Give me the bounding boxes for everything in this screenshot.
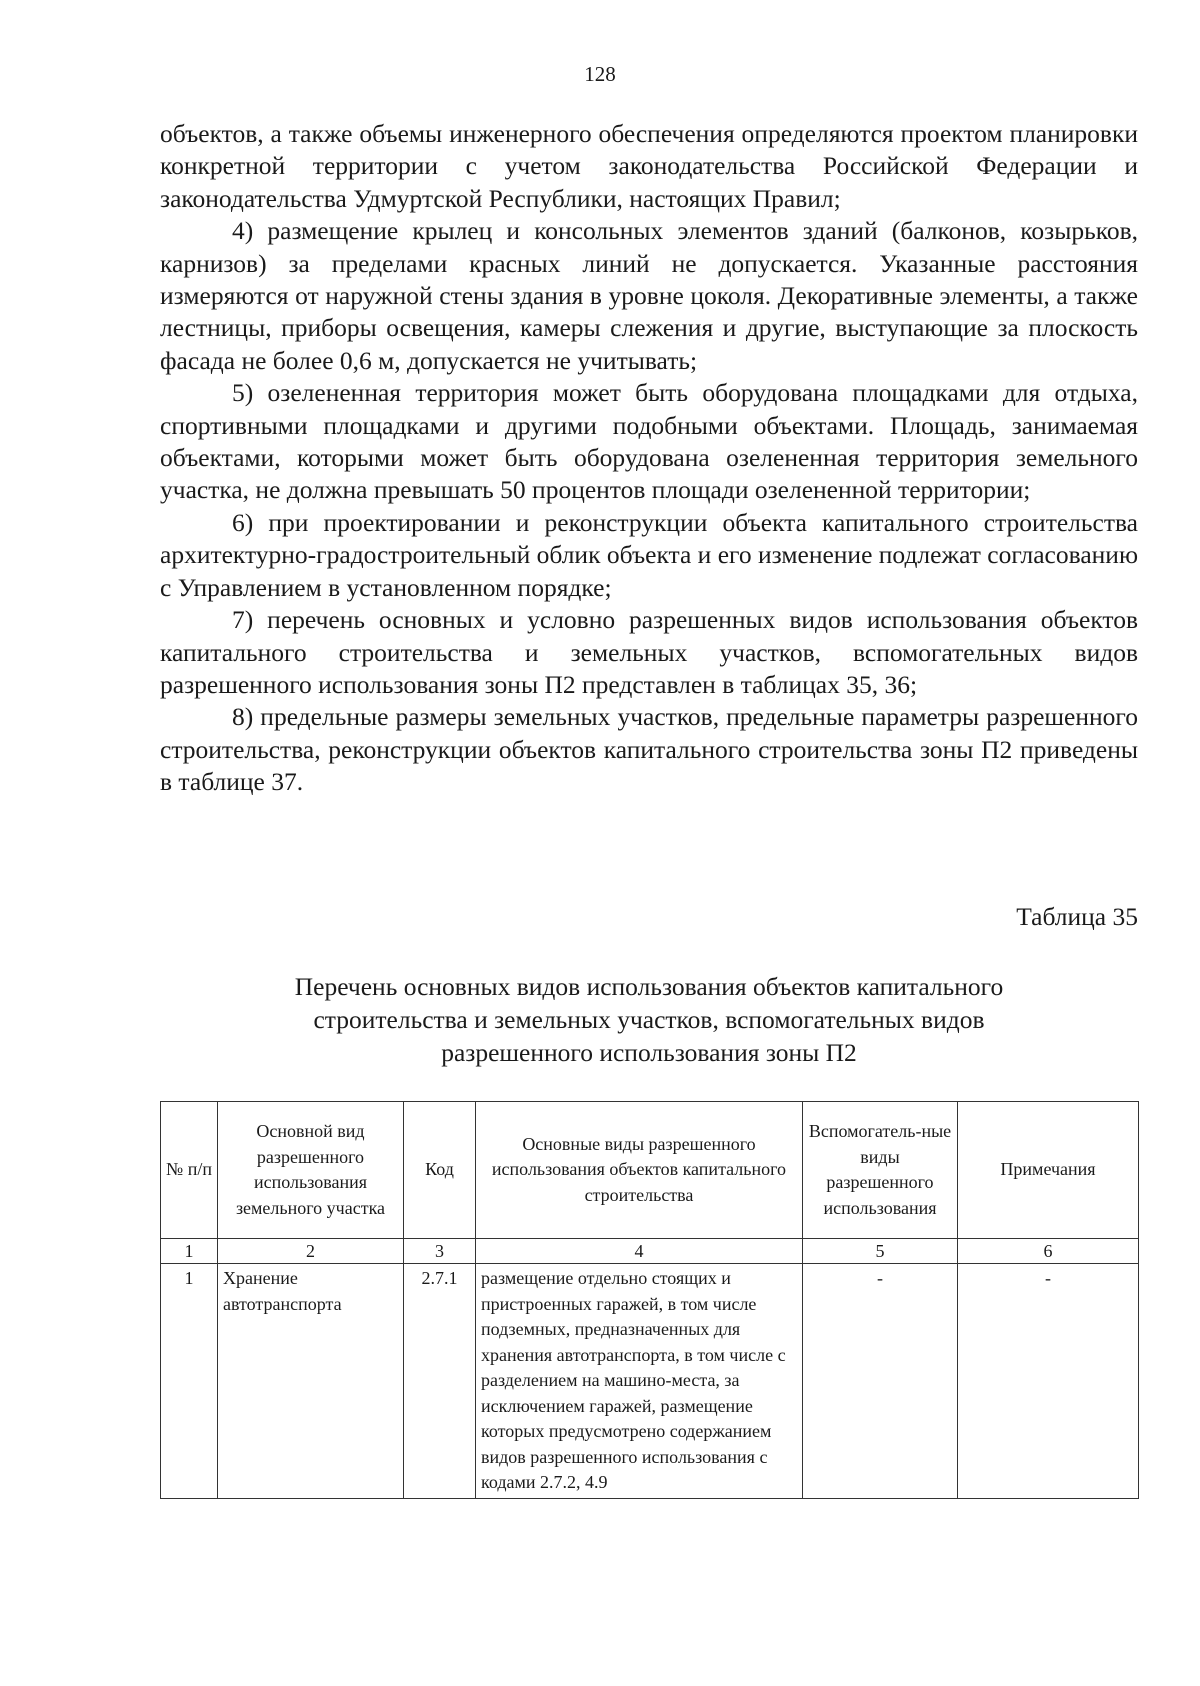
row-land-use: Хранение автотранспорта bbox=[218, 1264, 404, 1499]
row-code: 2.7.1 bbox=[404, 1264, 476, 1499]
header-land-use: Основной вид разрешенного использования земельного участка bbox=[218, 1102, 404, 1239]
body-text bbox=[160, 118, 1138, 799]
column-number: 1 bbox=[161, 1239, 218, 1264]
header-notes: Примечания bbox=[958, 1102, 1139, 1239]
uses-table bbox=[160, 1101, 1139, 1499]
table-title bbox=[160, 970, 1138, 1069]
table-title-line: строительства и земельных участков, вспомогательных видов bbox=[313, 1005, 985, 1034]
paragraph-continuation: объектов, а также объемы инженерного обеспечения определяются проектом планировки конкретной территории с учетом законодательства Российской Федерации и законодательства Удмуртской Республики, настоящих Правил; bbox=[160, 119, 1138, 213]
header-main-uses: Основные виды разрешенного использования объектов капитального строительства bbox=[476, 1102, 803, 1239]
paragraph-item-4: 4) размещение крылец и консольных элементов зданий (балконов, козырьков, карнизов) за пределами красных линий не допускается. Указанные расстояния измеряются от наружной стены здания в уровне цоколя. Декоративные элементы, а также лестницы, приборы освещения, камеры слежения и другие, выступающие за плоскость фасада не более 0,6 м, допускается не учитывать; bbox=[160, 216, 1138, 375]
paragraph-item-5: 5) озелененная территория может быть оборудована площадками для отдыха, спортивными площадками и другими подобными объектами. Площадь, занимаемая объектами, которыми может быть оборудована озелененная территория земельного участка, не должна превышать 50 процентов площади озелененной территории; bbox=[160, 378, 1138, 505]
column-number: 4 bbox=[476, 1239, 803, 1264]
column-number: 6 bbox=[958, 1239, 1139, 1264]
column-number: 5 bbox=[803, 1239, 958, 1264]
page-number: 128 bbox=[584, 62, 616, 86]
table-label: Таблица 35 bbox=[1016, 902, 1138, 931]
header-number: № п/п bbox=[161, 1102, 218, 1239]
header-auxiliary-uses: Вспомогатель-ные виды разрешенного использования bbox=[803, 1102, 958, 1239]
table-title-line: Перечень основных видов использования объектов капитального bbox=[294, 972, 1004, 1001]
row-description: размещение отдельно стоящих и пристроенных гаражей, в том числе подземных, предназначенных для хранения автотранспорта, в том числе с разделением на машино-места, за исключением гаражей, размещение которых предусмотрено содержанием видов разрешенного использования с кодами 2.7.2, 4.9 bbox=[476, 1264, 803, 1499]
column-number: 3 bbox=[404, 1239, 476, 1264]
column-number: 2 bbox=[218, 1239, 404, 1264]
table-title-line: разрешенного использования зоны П2 bbox=[441, 1038, 857, 1067]
row-notes: - bbox=[958, 1264, 1139, 1499]
column-number-row bbox=[161, 1239, 1139, 1264]
row-number: 1 bbox=[161, 1264, 218, 1499]
table-header-row bbox=[161, 1102, 1139, 1239]
header-code: Код bbox=[404, 1102, 476, 1239]
paragraph-item-8: 8) предельные размеры земельных участков, предельные параметры разрешенного строительства, реконструкции объектов капитального строительства зоны П2 приведены в таблице 37. bbox=[160, 702, 1138, 797]
row-auxiliary: - bbox=[803, 1264, 958, 1499]
table-row bbox=[161, 1264, 1139, 1499]
paragraph-item-6: 6) при проектировании и реконструкции объекта капитального строительства архитектурно-градостроительный облик объекта и его изменение подлежат согласованию с Управлением в установленном порядке; bbox=[160, 507, 1138, 602]
paragraph-item-7: 7) перечень основных и условно разрешенных видов использования объектов капитального строительства и земельных участков, вспомогательных видов разрешенного использования зоны П2 представлен в таблицах 35, 36; bbox=[160, 605, 1138, 699]
